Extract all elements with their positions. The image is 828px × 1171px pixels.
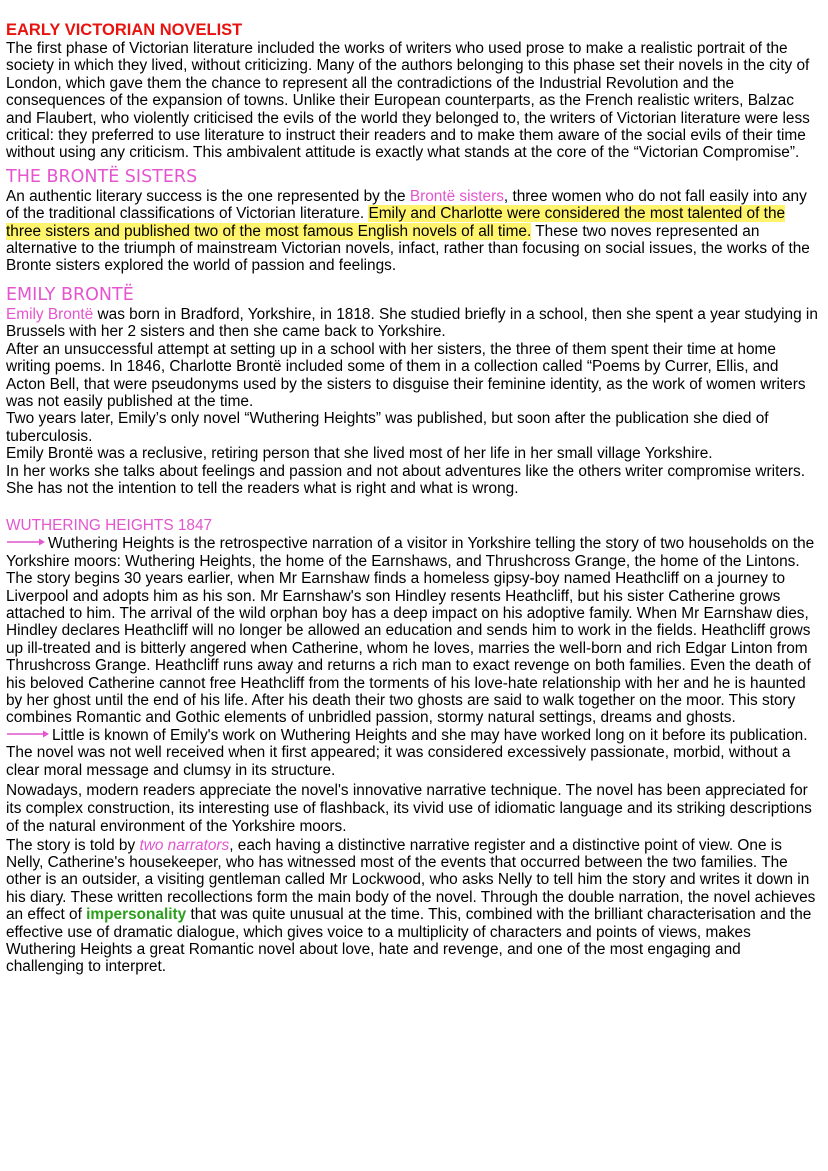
heading-wuthering-heights: WUTHERING HEIGHTS 1847 [6, 517, 213, 535]
paragraph-emily-3: Two years later, Emily’s only novel “Wuthering Heights” was published, but soon after the publication she died of tuberculosis. [6, 410, 769, 445]
paragraph-emily-1 [6, 306, 821, 341]
wh-p1-text: Wuthering Heights is the retrospective narration of a visitor in Yorkshire telling the story of two households on the Yorkshire moors: Wuthering Heights, the home of the Earnshaws, and Thrushcross Grange, the home of the Lintons. The story begins 30 years earlier, when Mr Earnshaw finds a homeless gipsy-boy named Heathcliff on a journey to Liverpool and adopts him as his son. Mr Earnshaw's son Hindley resents Heathcliff, but his sister Catherine grows attached to him. The arrival of the wild orphan boy has a deep impact on his adoptive family. When Mr Earnshaw dies, Hindley declares Heathcliff will no longer be allowed an education and sends him to work in the fields. Heathcliff grows up ill-treated and is bitterly angered when Catherine, whom he loves, marries the well-born and rich Edgar Linton from Thrushcross Grange. Heathcliff runs away and returns a rich man to exact revenge on both families. Even the death of his beloved Catherine cannot free Heathcliff from the torments of his love-hate relationship with her and he is haunted by her ghost until the end of his life. After his death their two ghosts are said to walk together on the moor. This story combines Romantic and Gothic elements of unbridled passion, stormy natural settings, dreams and ghosts. [6, 535, 815, 727]
bronte-highlight-text: Emily and Charlotte were considered the most talented of the three sisters and published two of the most famous English novels of all time. [6, 205, 786, 240]
bronte-rest-text: These two noves represented an alternative to the triumph of mainstream Victorian novels, infact, rather than focusing on social issues, the works of the Bronte sisters explored the world of passion and feelings. [6, 222, 810, 275]
arrow-right-icon [6, 537, 46, 547]
two-narrators-text: two narrators [139, 836, 230, 854]
paragraph-emily-2: After an unsuccessful attempt at setting up in a school with her sisters, the three of them spent their time at home writing poems. In 1846, Charlotte Brontë included some of them in a collection called “Poems by Currer, Ellis, and Acton Bell, that were pseudonyms used by the sisters to disguise their feminine identity, as the work of women writers was not easily published at the time. [6, 340, 806, 410]
wh-p2-text: Little is known of Emily's work on Wuthering Heights and she may have worked long on it before its publication. The novel was not well received when it first appeared; it was considered excessively passionate, morbid, without a clear moral message and clumsy in its structure. [6, 726, 808, 779]
wh-p4b-text: , each having a distinctive narrative register and a distinctive point of view. One is Nelly, Catherine's housekeeper, who has witnessed most of the events that occurred between the two families. The other is an outsider, a visiting gentleman called Mr Lockwood, who asks Nelly to tell him the story and writes it down in his diary. These written recollections form the main body of the novel. Through the double narration, the novel achieves an effect of [6, 836, 816, 924]
heading-early-victorian: EARLY VICTORIAN NOVELIST [6, 21, 243, 39]
paragraph-wh-2 [6, 727, 821, 779]
paragraph-wh-1 [6, 535, 821, 726]
paragraph-early-victorian: The first phase of Victorian literature included the works of writers who used prose to make a realistic portrait of the society in which they lived, without criticizing. Many of the authors belonging to this phase set their novels in the city of London, which gave them the chance to represent all the contradictions of the Industrial Revolution and the consequences of the expansion of towns. Unlike their European counterparts, as the French realistic writers, Balzac and Flaubert, who violently criticised the evils of the world they belonged to, the writers of Victorian literature were less critical: they preferred to use literature to instruct their readers and to make them aware of the social evils of their time without using any criticism. This ambivalent attitude is exactly what stands at the core of the “Victorian Compromise”. [6, 40, 810, 162]
emily-name: Emily Brontë [6, 305, 94, 323]
paragraph-bronte-sisters [6, 188, 821, 275]
wh-p4a-text: The story is told by [6, 836, 140, 854]
paragraph-emily-5: In her works she talks about feelings and passion and not about adventures like the others writer compromise writers. She has not the intention to tell the readers what is right and what is wrong. [6, 462, 806, 497]
paragraph-wh-3: Nowadays, modern readers appreciate the novel's innovative narrative technique. The novel has been appreciated for its complex construction, its interesting use of flashback, its vivid use of idiomatic language and its striking descriptions of the natural environment of the Yorkshire moors. [6, 782, 812, 836]
paragraph-wh-4 [6, 837, 821, 976]
bronte-sisters-link: Brontë sisters [409, 187, 504, 205]
paragraph-emily-4: Emily Brontë was a reclusive, retiring person that she lived most of her life in her small village Yorkshire. [6, 445, 713, 463]
arrow-right-icon [6, 729, 50, 739]
heading-bronte-sisters: THE BRONTË SISTERS [6, 166, 198, 187]
heading-emily-bronte: EMILY BRONTË [6, 284, 134, 305]
emily-p1-text: was born in Bradford, Yorkshire, in 1818. She studied briefly in a school, then she spent a year studying in Brussels with her 2 sisters and then she came back to Yorkshire. [6, 305, 818, 341]
impersonality-text: impersonality [86, 906, 187, 924]
document-page [6, 20, 821, 976]
bronte-mid-text: , three women who do not fall easily into any of the traditional classifications of Victorian literature. [6, 187, 807, 223]
bronte-intro-text: An authentic literary success is the one represented by the [6, 187, 410, 205]
wh-p4c-text: that was quite unusual at the time. This, combined with the brilliant characterisation and the effective use of dramatic dialogue, which gives voice to a multiplicity of characters and points of views, makes Wuthering Heights a great Romantic novel about love, hate and revenge, and one of the most engaging and challenging to interpret. [6, 906, 812, 976]
